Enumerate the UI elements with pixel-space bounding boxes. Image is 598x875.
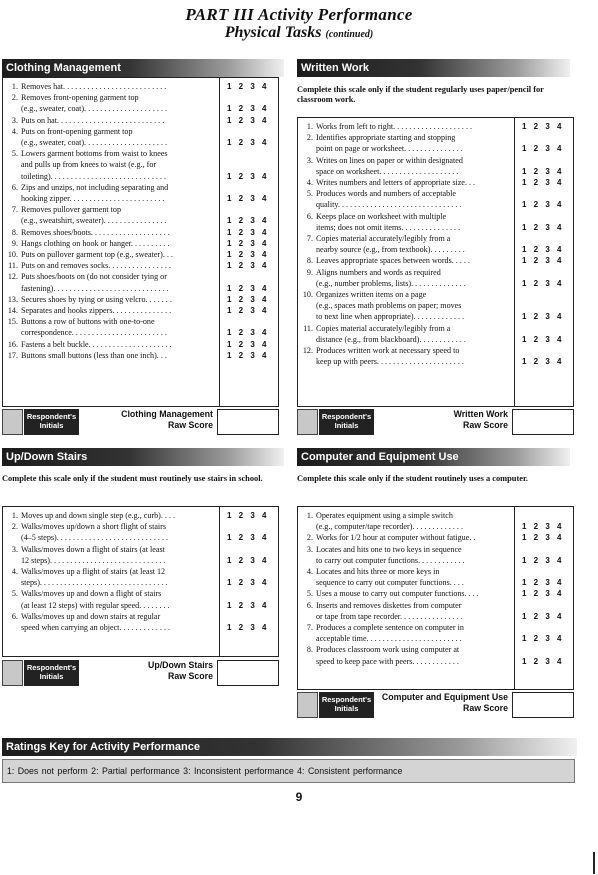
initials-entry[interactable] — [2, 409, 23, 435]
rating-options[interactable]: 1 2 3 4 — [227, 104, 267, 114]
item-number: 1. — [306, 122, 313, 131]
item-number: 2. — [306, 533, 313, 543]
stairs-column-divider — [219, 507, 220, 656]
item-text: Hangs clothing on hook or hanger. . . . . . . . . . — [21, 238, 170, 248]
item-number: 4. — [306, 567, 313, 577]
item-text: Aligns numbers and words as required (e.g., number problems, lists). . . . . . . . . . . . . . — [316, 267, 466, 288]
rating-options[interactable]: 1 2 3 4 — [522, 357, 562, 367]
list-item — [6, 81, 267, 92]
item-number: 5. — [11, 149, 18, 159]
rating-options[interactable]: 1 2 3 4 — [227, 227, 267, 237]
item-text: Fastens a belt buckle. . . . . . . . . . . . . . . . . . . . . — [21, 339, 172, 349]
item-number: 8. — [306, 645, 313, 655]
list-item — [301, 600, 562, 622]
item-text: Buttons small buttons (less than one inch). . . — [21, 350, 167, 360]
written-footer — [297, 409, 574, 435]
stairs-section-note: Complete this scale only if the student must routinely use stairs in school. — [2, 474, 263, 483]
rating-options[interactable]: 1 2 3 4 — [227, 555, 267, 565]
item-number: 7. — [306, 234, 313, 244]
item-text: Walks/moves up a flight of stairs (at least 12 steps). . . . . . . . . . . . . . . . . . . . . . . . . . . . . . . . — [21, 567, 168, 588]
item-number: 3. — [306, 155, 313, 165]
raw-score-box[interactable] — [217, 409, 279, 435]
item-number: 14. — [7, 306, 18, 316]
list-item — [6, 316, 267, 338]
raw-score-box[interactable] — [512, 409, 574, 435]
item-text: Removes hat. . . . . . . . . . . . . . . . . . . . . . . . . . — [21, 82, 167, 91]
rating-options[interactable]: 1 2 3 4 — [522, 122, 562, 131]
item-number: 10. — [7, 250, 18, 260]
ratings-key-header: Ratings Key for Activity Performance — [2, 738, 577, 756]
list-item — [6, 249, 267, 260]
item-text: Lowers garment bottoms from waist to knees and pulls up from knees to waist (e.g., for toileting). . . . . . . . . . . . . . . . . . . . . . . . . . . . . — [21, 149, 168, 181]
list-item — [301, 544, 562, 566]
list-item — [6, 544, 267, 566]
item-text: Organizes written items on a page (e.g., spaces math problems on paper; moves to next line when appropriate). . . . . . . . . . . . . — [316, 290, 465, 322]
item-text: Locates and hits three or more keys in sequence to carry out computer functions. . . . — [316, 567, 464, 588]
list-item — [301, 267, 562, 289]
rating-options[interactable]: 1 2 3 4 — [227, 82, 267, 91]
item-number: 4. — [306, 178, 313, 188]
item-number: 6. — [306, 211, 313, 221]
written-column-divider — [514, 118, 515, 406]
item-number: 1. — [306, 511, 313, 520]
rating-options[interactable]: 1 2 3 4 — [227, 533, 267, 543]
item-text: Puts on and removes socks. . . . . . . . . . . . . . . . — [21, 261, 171, 271]
list-item — [301, 588, 562, 599]
list-item — [301, 622, 562, 644]
item-text: Moves up and down single step (e.g., curb). . . . — [21, 511, 175, 520]
raw-score-box[interactable] — [512, 692, 574, 718]
rating-options[interactable]: 1 2 3 4 — [522, 144, 562, 154]
continued-label: (continued) — [325, 29, 374, 40]
item-number: 2. — [11, 93, 18, 103]
item-text: Walks/moves up/down a short flight of stairs (4–5 steps). . . . . . . . . . . . . . . . . . . . . . . . . . . . — [21, 522, 169, 543]
written-item-list — [301, 121, 562, 367]
clothing-section-header: Clothing Management — [2, 59, 284, 77]
clothing-column-divider — [219, 78, 220, 406]
rating-options[interactable]: 1 2 3 4 — [227, 600, 267, 610]
computer-item-list — [301, 510, 562, 667]
item-number: 9. — [306, 267, 313, 277]
rating-options[interactable]: 1 2 3 4 — [227, 261, 267, 271]
item-number: 3. — [11, 115, 18, 125]
raw-score-label: Written Work Raw Score — [453, 409, 508, 430]
item-number: 10. — [302, 290, 313, 300]
item-number: 13. — [7, 294, 18, 304]
item-number: 15. — [7, 317, 18, 327]
rating-options[interactable]: 1 2 3 4 — [227, 283, 267, 293]
item-number: 2. — [306, 133, 313, 143]
rating-options[interactable]: 1 2 3 4 — [522, 522, 562, 532]
list-item — [301, 177, 562, 188]
item-text: Walks/moves up and down stairs at regular speed when carrying an object. . . . . . . . . . . . . — [21, 611, 171, 633]
list-item — [301, 644, 562, 666]
initials-label: Respondent's Initials — [319, 692, 374, 718]
item-text: Separates and hooks zippers. . . . . . . . . . . . . . . — [21, 306, 172, 316]
item-text: Uses a mouse to carry out computer functions. . . . — [316, 589, 479, 599]
raw-score-label: Up/Down Stairs Raw Score — [147, 660, 213, 681]
rating-options[interactable]: 1 2 3 4 — [227, 138, 267, 148]
rating-options[interactable]: 1 2 3 4 — [522, 611, 562, 621]
rating-options[interactable]: 1 2 3 4 — [522, 334, 562, 344]
rating-options[interactable]: 1 2 3 4 — [227, 115, 267, 125]
item-text: Produces classroom work using computer at speed to keep pace with peers. . . . . . . . . . . . — [316, 645, 460, 666]
list-item — [301, 188, 562, 210]
item-number: 12. — [7, 272, 18, 282]
list-item — [6, 305, 267, 316]
list-item — [301, 132, 562, 154]
item-text: Inserts and removes diskettes from computer or tape from tape recorder. . . . . . . . . . . . . . . . — [316, 600, 463, 621]
rating-options[interactable]: 1 2 3 4 — [227, 623, 267, 633]
list-item — [6, 227, 267, 238]
clothing-items-box — [2, 77, 279, 407]
rating-options[interactable]: 1 2 3 4 — [522, 166, 562, 176]
initials-entry[interactable] — [297, 409, 318, 435]
item-number: 5. — [11, 589, 18, 599]
list-item — [6, 92, 267, 114]
list-item — [6, 510, 267, 521]
rating-options[interactable]: 1 2 3 4 — [227, 511, 267, 520]
stairs-footer — [2, 660, 279, 686]
stairs-section-header: Up/Down Stairs — [2, 448, 284, 466]
item-number: 8. — [306, 256, 313, 266]
list-item — [6, 182, 267, 204]
item-number: 1. — [11, 82, 18, 91]
item-number: 17. — [7, 350, 18, 360]
item-text: Copies material accurately/legibly from a nearby source (e.g., from textbook). . . . . . . . . — [316, 234, 465, 255]
list-item — [6, 271, 267, 293]
computer-footer — [297, 692, 574, 718]
list-item — [301, 532, 562, 543]
item-number: 3. — [11, 544, 18, 554]
item-number: 5. — [306, 189, 313, 199]
item-text: Writes numbers and letters of appropriate size. . . — [316, 178, 476, 188]
item-number: 3. — [306, 544, 313, 554]
rating-options[interactable]: 1 2 3 4 — [227, 339, 267, 349]
written-section-header: Written Work — [297, 59, 570, 77]
rating-options[interactable]: 1 2 3 4 — [522, 589, 562, 599]
list-item — [301, 345, 562, 367]
initials-label: Respondent's Initials — [319, 409, 374, 435]
item-text: Walks/moves up and down a flight of stairs (at least 12 steps) with regular speed. . . . . . . . — [21, 589, 170, 610]
initials-entry[interactable] — [297, 692, 318, 718]
rating-options[interactable]: 1 2 3 4 — [522, 178, 562, 188]
item-number: 16. — [7, 339, 18, 349]
list-item — [6, 588, 267, 610]
list-item — [6, 204, 267, 226]
item-text: Walks/moves down a flight of stairs (at least 12 steps). . . . . . . . . . . . . . . . . . . . . . . . . . . . . — [21, 544, 166, 565]
item-text: Puts on front-opening garment top (e.g., sweater, coat). . . . . . . . . . . . . . . . . . . . . — [21, 126, 168, 148]
list-item — [6, 115, 267, 126]
computer-items-box — [297, 506, 574, 690]
item-text: Identifies appropriate starting and stopping point on page or worksheet. . . . . . . . . . . . . . . — [316, 133, 463, 154]
item-number: 1. — [11, 511, 18, 520]
raw-score-label: Clothing Management Raw Score — [121, 409, 213, 430]
list-item — [6, 126, 267, 148]
rating-options[interactable]: 1 2 3 4 — [522, 245, 562, 255]
rating-options[interactable]: 1 2 3 4 — [522, 578, 562, 588]
rating-options[interactable]: 1 2 3 4 — [522, 533, 562, 543]
list-item — [6, 339, 267, 350]
item-text: Works from left to right. . . . . . . . . . . . . . . . . . . . — [316, 122, 473, 131]
ratings-key-bar: 1: Does not perform 2: Partial performance 3: Inconsistent performance 4: Consistent performance — [2, 759, 575, 783]
item-text: Copies material accurately/legibly from a distance (e.g., from blackboard). . . . . . . . . . . . — [316, 323, 466, 344]
item-number: 12. — [302, 346, 313, 356]
item-text: Puts on hat. . . . . . . . . . . . . . . . . . . . . . . . . . . — [21, 115, 165, 125]
item-text: Zips and unzips, not including separating and hooking zipper. . . . . . . . . . . . . . . . . . . . . . . . — [21, 182, 169, 204]
item-text: Writes on lines on paper or within designated space on worksheet. . . . . . . . . . . . . . . . . . . . — [316, 155, 463, 176]
rating-options[interactable]: 1 2 3 4 — [522, 312, 562, 322]
item-text: Produces a complete sentence on computer in acceptable time. . . . . . . . . . . . . . . . . . . . . . . . — [316, 623, 464, 644]
rating-options[interactable]: 1 2 3 4 — [227, 171, 267, 181]
item-text: Keeps place on worksheet with multiple items; does not omit items. . . . . . . . . . . . . . . — [316, 211, 461, 232]
item-text: Produces words and numbers of acceptable quality. . . . . . . . . . . . . . . . . . . . . . . . . . . . . . . — [316, 189, 462, 210]
stairs-item-list — [6, 510, 267, 633]
item-number: 6. — [11, 611, 18, 621]
rating-options[interactable]: 1 2 3 4 — [522, 555, 562, 565]
item-number: 5. — [306, 589, 313, 599]
list-item — [6, 611, 267, 633]
rating-options[interactable]: 1 2 3 4 — [227, 328, 267, 338]
item-text: Secures shoes by tying or using velcro. . . . . . . — [21, 294, 172, 304]
clothing-item-list — [6, 81, 267, 361]
list-item — [6, 350, 267, 361]
list-item — [6, 521, 267, 543]
page-subtitle — [0, 24, 598, 42]
rating-options[interactable]: 1 2 3 4 — [522, 634, 562, 644]
raw-score-box[interactable] — [217, 660, 279, 686]
initials-label: Respondent's Initials — [24, 409, 79, 435]
rating-options[interactable]: 1 2 3 4 — [227, 194, 267, 204]
clothing-footer — [2, 409, 279, 435]
list-item — [301, 323, 562, 345]
rating-options[interactable]: 1 2 3 4 — [522, 222, 562, 232]
computer-section-note: Complete this scale only if the student routinely uses a computer. — [297, 474, 529, 483]
item-text: Puts on pullover garment top (e.g., sweater). . . — [21, 250, 173, 260]
list-item — [301, 289, 562, 323]
item-text: Produces written work at necessary speed to keep up with peers. . . . . . . . . . . . . . . . . . . . . . — [316, 346, 464, 367]
list-item — [301, 233, 562, 255]
list-item — [6, 260, 267, 271]
item-number: 11. — [8, 261, 18, 271]
rating-options[interactable]: 1 2 3 4 — [227, 294, 267, 304]
initials-label: Respondent's Initials — [24, 660, 79, 686]
written-items-box — [297, 117, 574, 407]
list-item — [301, 255, 562, 266]
item-number: 4. — [11, 126, 18, 136]
list-item — [301, 510, 562, 532]
item-text: Buttons a row of buttons with one-to-one correspondence. . . . . . . . . . . . . . . . . . . . . . . . — [21, 317, 167, 338]
stairs-items-box — [2, 506, 279, 657]
list-item — [6, 148, 267, 182]
item-number: 7. — [306, 623, 313, 633]
raw-score-label: Computer and Equipment Use Raw Score — [381, 692, 508, 713]
list-item — [6, 238, 267, 249]
page-number: 9 — [295, 790, 303, 804]
rating-options[interactable]: 1 2 3 4 — [227, 250, 267, 260]
item-text: Removes shoes/boots. . . . . . . . . . . . . . . . . . . . — [21, 227, 170, 237]
initials-entry[interactable] — [2, 660, 23, 686]
item-text: Works for 1/2 hour at computer without fatigue. . — [316, 533, 476, 543]
computer-section-header: Computer and Equipment Use — [297, 448, 570, 466]
list-item — [301, 155, 562, 177]
rating-options[interactable]: 1 2 3 4 — [522, 656, 562, 666]
item-number: 4. — [11, 567, 18, 577]
item-number: 8. — [11, 227, 18, 237]
rating-options[interactable]: 1 2 3 4 — [227, 216, 267, 226]
rating-options[interactable]: 1 2 3 4 — [227, 350, 267, 360]
rating-options[interactable]: 1 2 3 4 — [227, 238, 267, 248]
rating-options[interactable]: 1 2 3 4 — [227, 306, 267, 316]
item-text: Locates and hits one to two keys in sequence to carry out computer functions. . . . . . . . . . . . — [316, 544, 465, 565]
written-section-note: Complete this scale only if the student regularly uses paper/pencil for classroom work. — [297, 85, 544, 104]
page-edge-mark — [593, 852, 595, 874]
item-text: Removes pullover garment top (e.g., sweatshirt, sweater). . . . . . . . . . . . . . . . — [21, 205, 167, 226]
item-text: Removes front-opening garment top (e.g., sweater, coat). . . . . . . . . . . . . . . . . . . . . — [21, 93, 168, 114]
list-item — [6, 294, 267, 305]
item-text: Leaves appropriate spaces between words. . . . . — [316, 256, 470, 266]
rating-options[interactable]: 1 2 3 4 — [522, 278, 562, 288]
item-number: 6. — [11, 182, 18, 192]
subtitle-text: Physical Tasks — [224, 24, 322, 41]
item-number: 7. — [11, 205, 18, 215]
item-text: Puts shoes/boots on (do not consider tying or fastening). . . . . . . . . . . . . . . . . . . . . . . . . . . . . — [21, 272, 169, 293]
rating-options[interactable]: 1 2 3 4 — [227, 578, 267, 588]
list-item — [301, 121, 562, 132]
page-title: PART III Activity Performance — [185, 5, 413, 24]
item-number: 9. — [11, 238, 18, 248]
rating-options[interactable]: 1 2 3 4 — [522, 200, 562, 210]
item-number: 11. — [303, 323, 313, 333]
list-item — [301, 566, 562, 588]
item-text: Operates equipment using a simple switch (e.g., computer/tape recorder). . . . . . . . . . . . . — [316, 511, 463, 532]
item-number: 6. — [306, 600, 313, 610]
rating-options[interactable]: 1 2 3 4 — [522, 256, 562, 266]
item-number: 2. — [11, 522, 18, 532]
list-item — [6, 566, 267, 588]
list-item — [301, 211, 562, 233]
computer-column-divider — [514, 507, 515, 689]
